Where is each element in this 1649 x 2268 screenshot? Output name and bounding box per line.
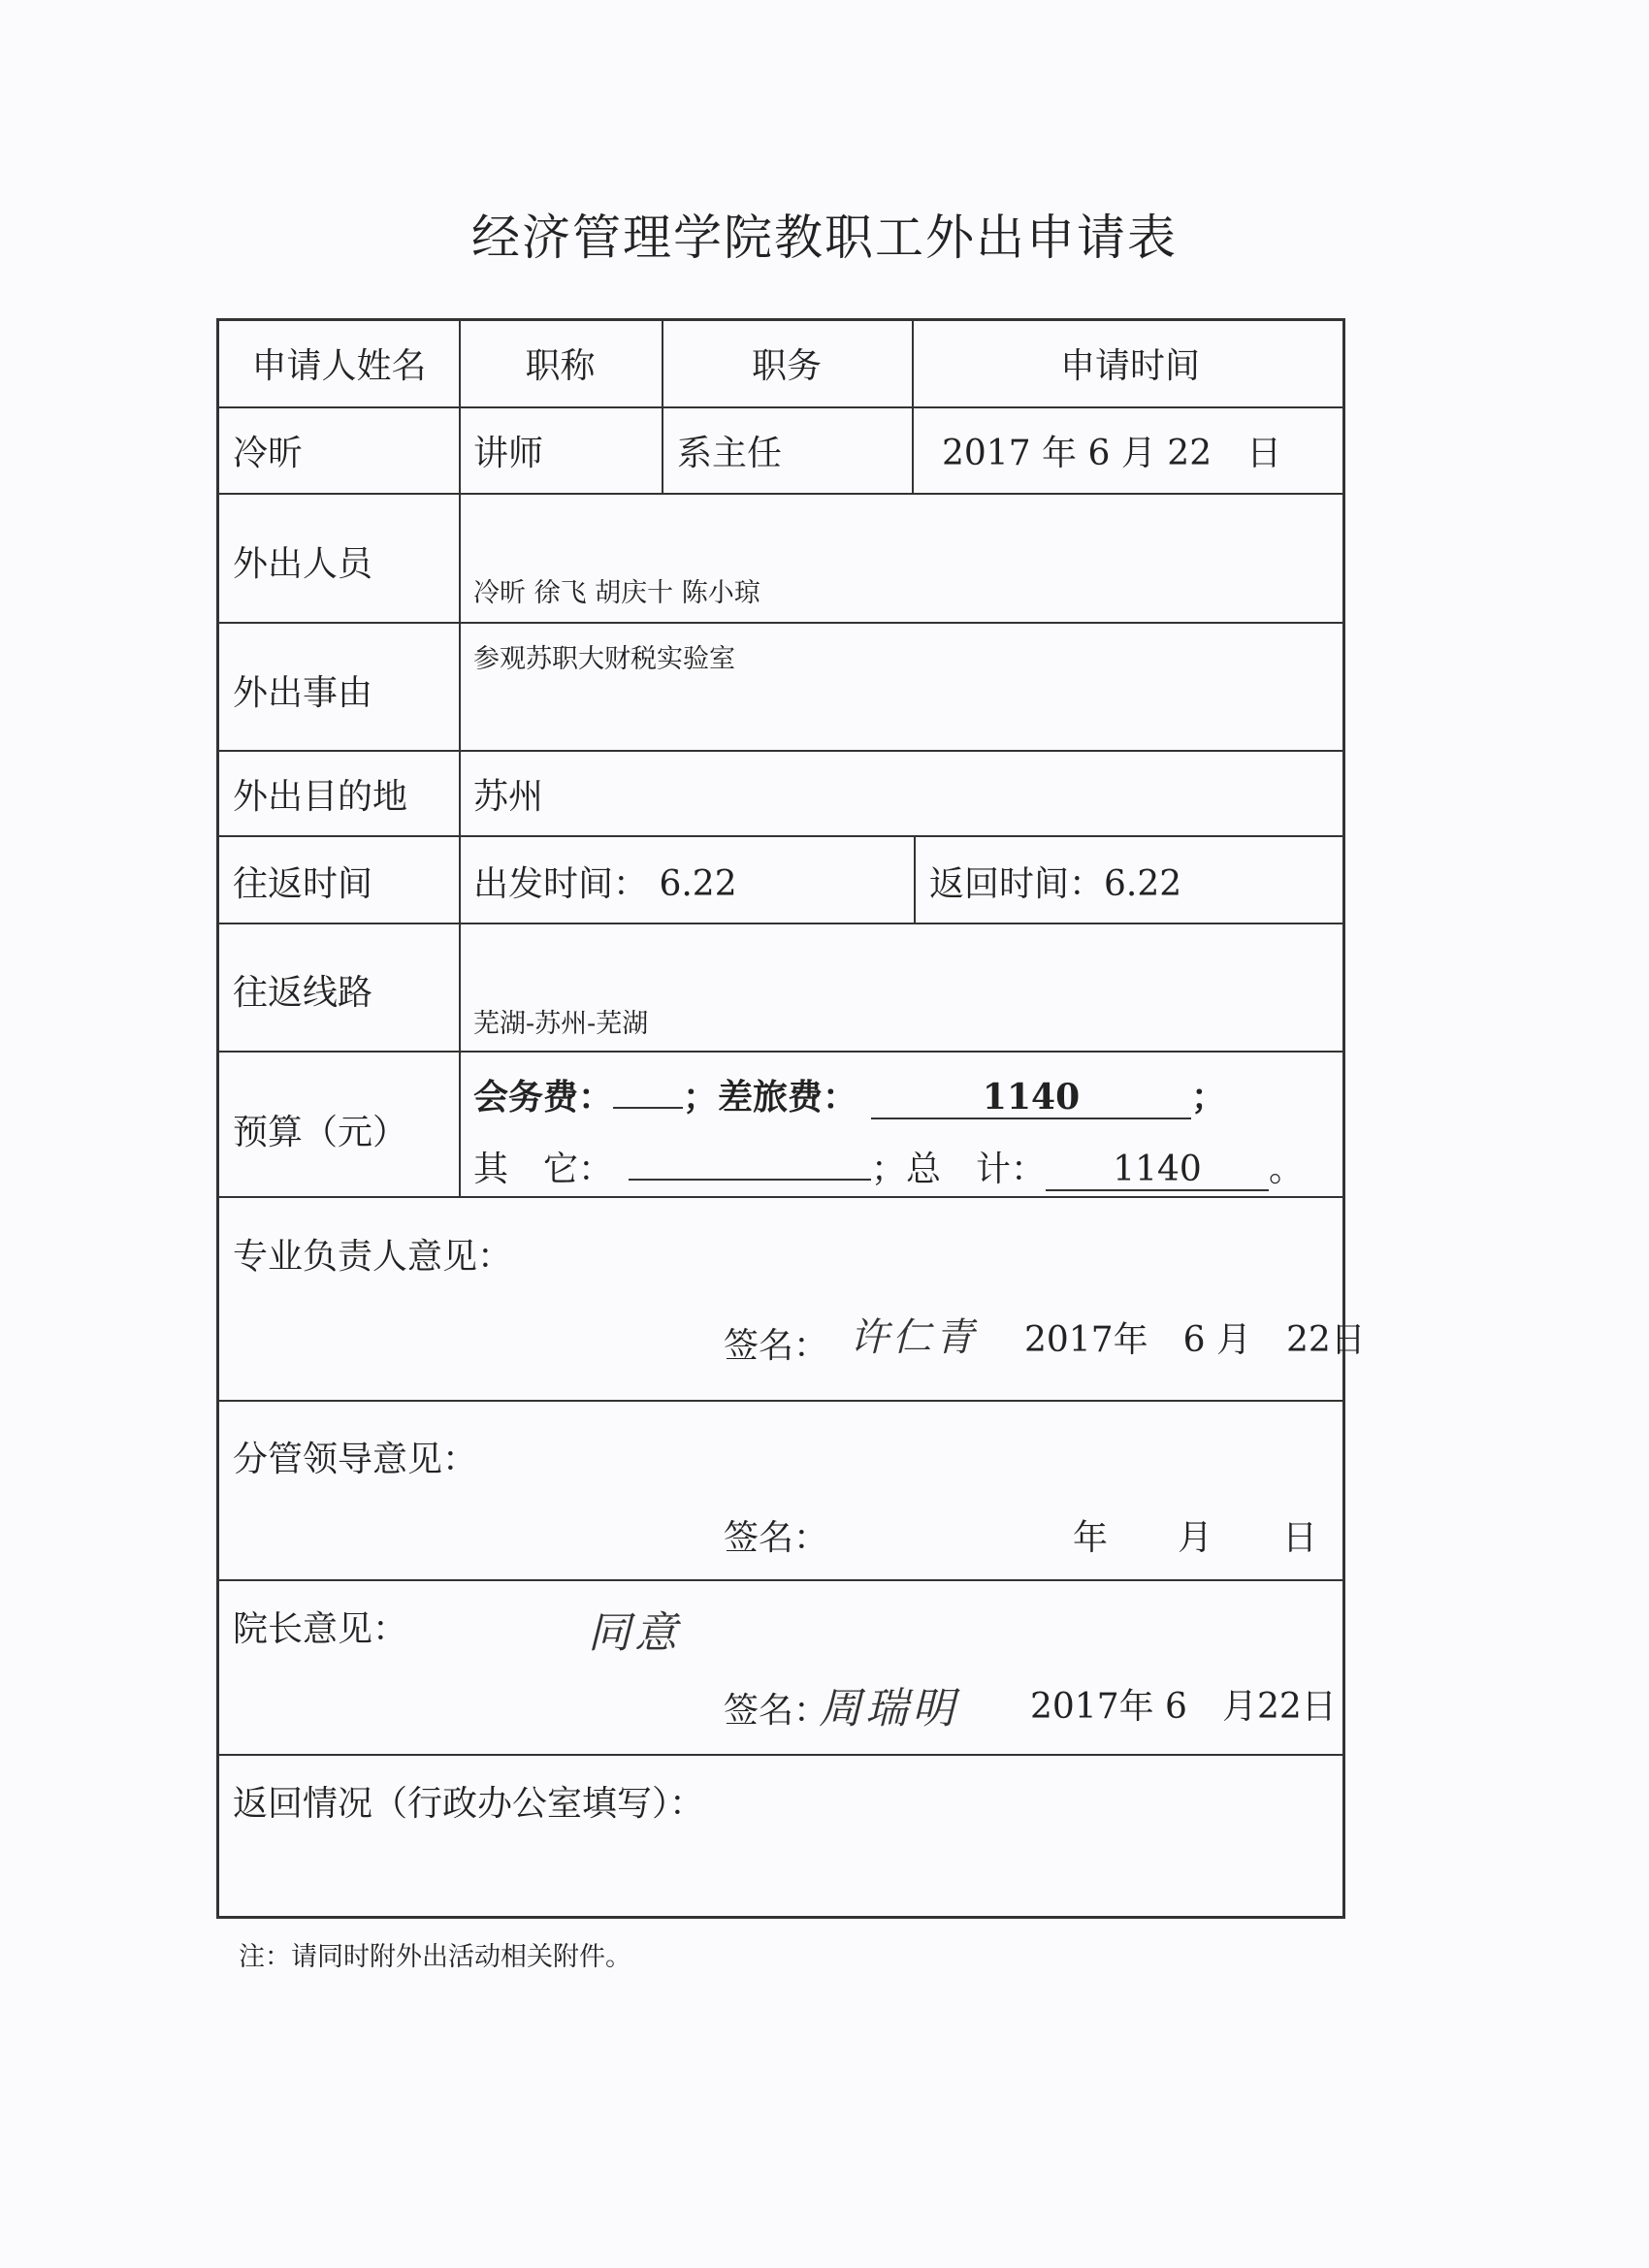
leader-sign-label: 签名：: [724, 1518, 829, 1558]
travelers-value: 冷昕 徐飞 胡庆十 陈小琼: [473, 578, 760, 608]
applicant-position: 系主任: [677, 434, 783, 473]
route-value: 芜湖-苏州-芜湖: [473, 1009, 649, 1039]
travelers-label: 外出人员: [233, 544, 373, 584]
dean-date: 2017年 6 月22日: [1030, 1687, 1337, 1727]
leader-date: 年 月 日: [1073, 1518, 1318, 1558]
destination-value: 苏州: [473, 777, 544, 817]
applicant-job-title: 讲师: [473, 434, 544, 473]
page-title: 经济管理学院教职工外出申请表: [471, 210, 1178, 266]
leader-opinion-label: 分管领导意见：: [233, 1440, 478, 1479]
total-value: 1140: [1046, 1150, 1269, 1191]
return-status-label: 返回情况（行政办公室填写）：: [233, 1784, 705, 1824]
applicant-date: 2017 年 6 月 22 日: [942, 434, 1282, 473]
major-lead-signature: 许仁青: [850, 1315, 978, 1360]
major-lead-opinion-label: 专业负责人意见：: [233, 1237, 513, 1277]
budget-line-1-end: ；: [1191, 1077, 1227, 1118]
dean-opinion-label: 院长意见：: [233, 1609, 408, 1649]
round-trip-label: 往返时间: [233, 864, 373, 904]
other-label: 其 它：: [473, 1150, 614, 1189]
budget-label: 预算（元）: [233, 1113, 408, 1152]
route-label: 往返线路: [233, 973, 373, 1013]
major-lead-date: 2017年 6 月 22日: [1024, 1320, 1366, 1360]
return-time: 返回时间：6.22: [929, 864, 1182, 904]
footnote: 注：请同时附外出活动相关附件。: [239, 1942, 631, 1972]
budget-line-2-end: 。: [1269, 1150, 1305, 1189]
header-applicant-name: 申请人姓名: [251, 346, 427, 386]
dean-comment: 同意: [588, 1608, 681, 1658]
reason-value: 参观苏职大财税实验室: [473, 644, 735, 674]
applicant-name: 冷昕: [233, 434, 304, 473]
budget-line-1: [473, 1070, 1226, 1119]
travel-fee-label: ；差旅费：: [683, 1077, 858, 1118]
reason-label: 外出事由: [233, 673, 373, 713]
other-value: [629, 1179, 871, 1181]
budget-line-2: [473, 1142, 1304, 1191]
depart-time: 出发时间： 6.22: [473, 864, 737, 904]
header-apply-date: 申请时间: [1059, 346, 1200, 386]
header-position: 职务: [751, 346, 822, 386]
meeting-fee-label: 会务费：: [473, 1077, 614, 1118]
destination-label: 外出目的地: [233, 777, 408, 817]
meeting-fee-value: [613, 1107, 683, 1109]
header-job-title: 职称: [525, 346, 596, 386]
dean-sign-label: 签名：: [724, 1691, 829, 1731]
dean-signature: 周瑞明: [819, 1684, 958, 1733]
total-label: ；总 计：: [871, 1150, 1047, 1189]
application-form: [216, 318, 1366, 1919]
major-lead-sign-label: 签名：: [724, 1326, 829, 1366]
travel-fee-value: 1140: [871, 1077, 1191, 1119]
